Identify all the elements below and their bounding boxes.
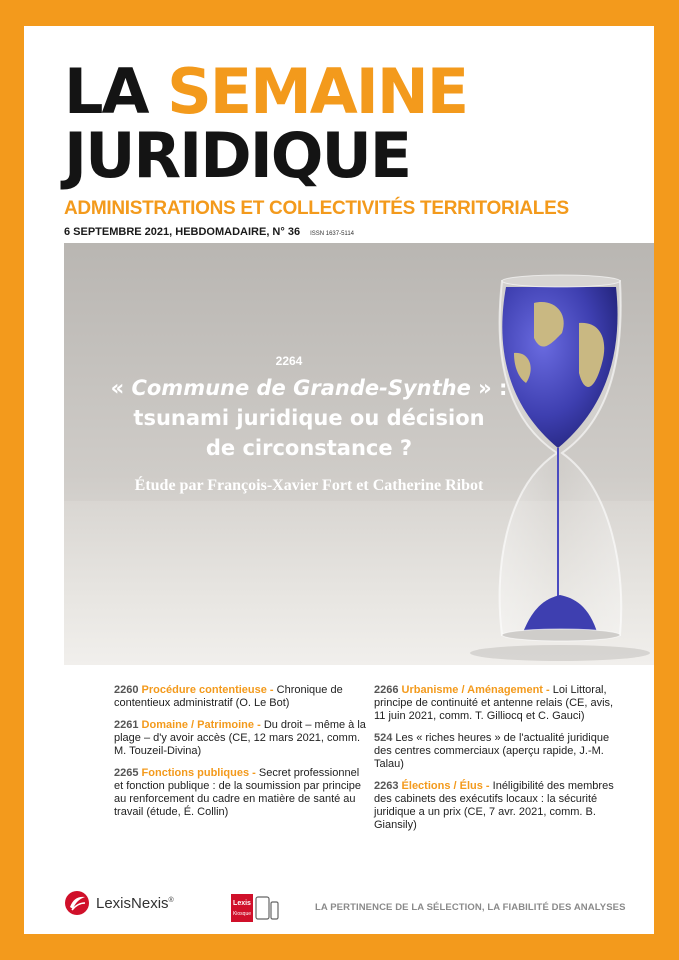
toc-text: Secret professionnel et fonction publique : de la soumission par principe au renforcement du cadre en matière de santé au travail (étude, É. Collin) (114, 767, 362, 818)
lexisnexis-emblem-icon (64, 890, 90, 916)
masthead-semaine: SEMAINE (167, 55, 468, 128)
toc-text: Loi Littoral, principe de continuité et antenne relais (CE, avis, 11 juin 2021, comm. T. Gilliocq et C. Gauci) (374, 684, 614, 722)
cover-page (24, 26, 654, 934)
feature-headline (64, 373, 554, 463)
headline-quote-open: « (110, 376, 132, 400)
toc-entry[interactable] (374, 732, 624, 771)
toc-num: 2265 (114, 767, 139, 779)
brand-name (96, 895, 174, 912)
feature-authors: Étude par François-Xavier Fort et Catherine Ribot (134, 477, 484, 494)
toc-rubric: Élections / Élus - (401, 780, 490, 792)
brand-mark: ® (168, 896, 174, 904)
toc-rubric: Urbanisme / Aménagement - (401, 684, 550, 696)
toc-left-column (114, 684, 366, 828)
headline-line3: de circonstance ? (205, 436, 413, 460)
masthead-la: LA (64, 55, 168, 128)
issue-date: 6 SEPTEMBRE 2021, HEBDOMADAIRE, N° 36 (64, 226, 301, 238)
toc-text: Les « riches heures » de l'actualité juridique des centres commerciaux (aperçu rapide, J.-M. Talau) (374, 732, 610, 770)
toc-rubric: Fonctions publiques - (141, 767, 256, 779)
toc-entry[interactable] (374, 684, 624, 723)
toc-entry[interactable] (114, 719, 366, 758)
issn: ISSN 1637-5114 (310, 231, 354, 237)
toc-entry[interactable] (374, 780, 624, 832)
toc-num: 2266 (374, 684, 399, 696)
masthead-title-line2: JURIDIQUE (64, 119, 411, 192)
headline-quote-close: » : (470, 376, 508, 400)
feature-number: 2264 (275, 354, 303, 368)
toc-rubric: Domaine / Patrimoine - (141, 719, 261, 731)
toc-num: 2261 (114, 719, 139, 731)
headline-case-name: Commune de Grande-Synthe (131, 376, 471, 400)
lexis-kiosque-icon (231, 894, 279, 922)
toc-text: Inéligibilité des membres des cabinets des exécutifs locaux : la sécurité juridique a un prix (CE, 7 avr. 2021, comm. B. Giansily) (374, 780, 614, 831)
kiosque-label-bottom: Kiosque (232, 911, 252, 917)
footer-tagline: LA PERTINENCE DE LA SÉLECTION, LA FIABILITÉ DES ANALYSES (315, 902, 626, 913)
toc-right-column (374, 684, 624, 841)
toc-text: Chronique de contentieux administratif (O. Le Bot) (114, 684, 343, 709)
kiosque-label-top: Lexis (233, 900, 251, 907)
toc-entry[interactable] (114, 767, 366, 819)
hero-image (64, 243, 654, 665)
toc-num: 2260 (114, 684, 139, 696)
brand-text: LexisNexis (96, 894, 169, 912)
issue-dateline (64, 226, 354, 238)
masthead-subtitle: ADMINISTRATIONS ET COLLECTIVITÉS TERRITORIALES (64, 198, 569, 219)
toc-entry[interactable] (114, 684, 366, 710)
toc-rubric: Procédure contentieuse - (141, 684, 274, 696)
toc-num: 524 (374, 732, 393, 744)
headline-line2: tsunami juridique ou décision (133, 406, 485, 430)
toc-num: 2263 (374, 780, 399, 792)
toc-text: Du droit – même à la plage – d'y avoir accès (CE, 12 mars 2021, comm. M. Touzeil-Divina) (114, 719, 366, 757)
masthead-title-line1 (64, 55, 468, 128)
lexisnexis-logo (64, 890, 174, 916)
